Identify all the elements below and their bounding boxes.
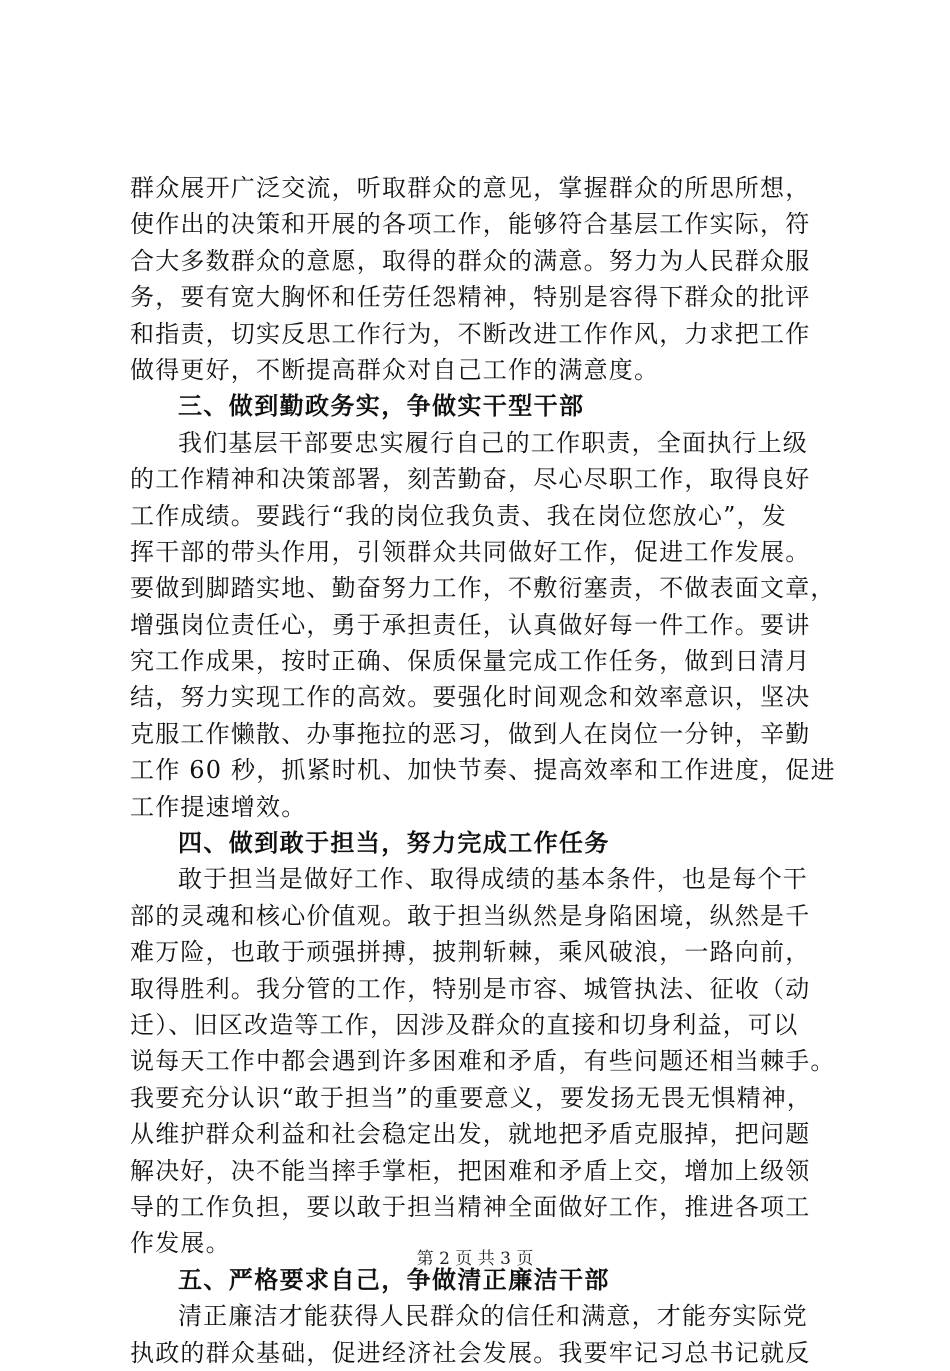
text-line: 究工作成果，按时正确、保质保量完成工作任务，做到日清月 xyxy=(130,647,811,676)
text-line: 清正廉洁才能获得人民群众的信任和满意，才能夯实际党 xyxy=(178,1302,808,1331)
section-3-paragraph xyxy=(130,425,836,825)
document-body xyxy=(130,170,836,1371)
text-line: 导的工作负担，要以敢于担当精神全面做好工作，推进各项工 xyxy=(130,1192,811,1221)
text-line: 部的灵魂和核心价值观。敢于担当纵然是身陷困境，纵然是千 xyxy=(130,901,811,930)
text-line: 和指责，切实反思工作行为，不断改进工作作风，力求把工作 xyxy=(130,319,811,348)
text-line: 工作成绩。要践行“我的岗位我负责、我在岗位您放心”，发 xyxy=(130,501,787,530)
text-line: 难万险，也敢于顽强拼搏，披荆斩棘，乘风破浪，一路向前， xyxy=(130,938,811,967)
section-4-paragraph xyxy=(130,861,836,1261)
text-line: 合大多数群众的意愿，取得的群众的满意。努力为人民群众服 xyxy=(130,246,811,275)
page-number-footer: 第 2 页 共 3 页 xyxy=(416,1249,534,1269)
section-heading-5: 五、严格要求自己，争做清正廉洁干部 xyxy=(178,1265,610,1294)
text-line: 工作提速增效。 xyxy=(130,792,307,821)
text-line: 的工作精神和决策部署，刻苦勤奋，尽心尽职工作，取得良好 xyxy=(130,465,811,494)
text-line: 使作出的决策和开展的各项工作，能够符合基层工作实际，符 xyxy=(130,210,811,239)
text-line: 做得更好，不断提高群众对自己工作的满意度。 xyxy=(130,355,660,384)
paragraph-continuation xyxy=(130,170,830,388)
text-line: 我要充分认识“敢于担当”的重要意义，要发扬无畏无惧精神， xyxy=(130,1083,813,1112)
section-heading-3: 三、做到勤政务实，争做实干型干部 xyxy=(178,392,585,421)
text-line: 取得胜利。我分管的工作，特别是市容、城管执法、征收（动 xyxy=(130,974,811,1003)
section-5-paragraph xyxy=(130,1298,830,1371)
text-line: 要做到脚踏实地、勤奋努力工作，不敷衍塞责，不做表面文章， xyxy=(130,574,836,603)
section-heading-4: 四、做到敢于担当，努力完成工作任务 xyxy=(178,829,610,858)
text-line: 我们基层干部要忠实履行自己的工作职责，全面执行上级 xyxy=(178,428,808,457)
text-line: 克服工作懒散、办事拖拉的恶习，做到人在岗位一分钟，辛勤 xyxy=(130,719,811,748)
text-line: 迁）、旧区改造等工作，因涉及群众的直接和切身利益，可以 xyxy=(130,1010,799,1039)
text-line: 作发展。 xyxy=(130,1229,231,1258)
text-line: 挥干部的带头作用，引领群众共同做好工作，促进工作发展。 xyxy=(130,537,811,566)
text-line: 解决好，决不能当摔手掌柜，把困难和矛盾上交，增加上级领 xyxy=(130,1156,811,1185)
text-line: 执政的群众基础，促进经济社会发展。我要牢记习总书记就反 xyxy=(130,1338,811,1367)
text-line: 务，要有宽大胸怀和任劳任怨精神，特别是容得下群众的批评 xyxy=(130,283,811,312)
text-line: 说每天工作中都会遇到许多困难和矛盾，有些问题还相当棘手。 xyxy=(130,1047,836,1076)
text-line: 敢于担当是做好工作、取得成绩的基本条件，也是每个干 xyxy=(178,865,808,894)
text-line: 群众展开广泛交流，听取群众的意见，掌握群众的所思所想， xyxy=(130,174,811,202)
text-line: 增强岗位责任心，勇于承担责任，认真做好每一件工作。要讲 xyxy=(130,610,811,639)
text-line: 从维护群众利益和社会稳定出发，就地把矛盾克服掉，把问题 xyxy=(130,1120,811,1149)
text-line: 结，努力实现工作的高效。要强化时间观念和效率意识，坚决 xyxy=(130,683,811,712)
text-line: 工作 60 秒，抓紧时机、加快节奏、提高效率和工作进度，促进 xyxy=(130,756,836,785)
